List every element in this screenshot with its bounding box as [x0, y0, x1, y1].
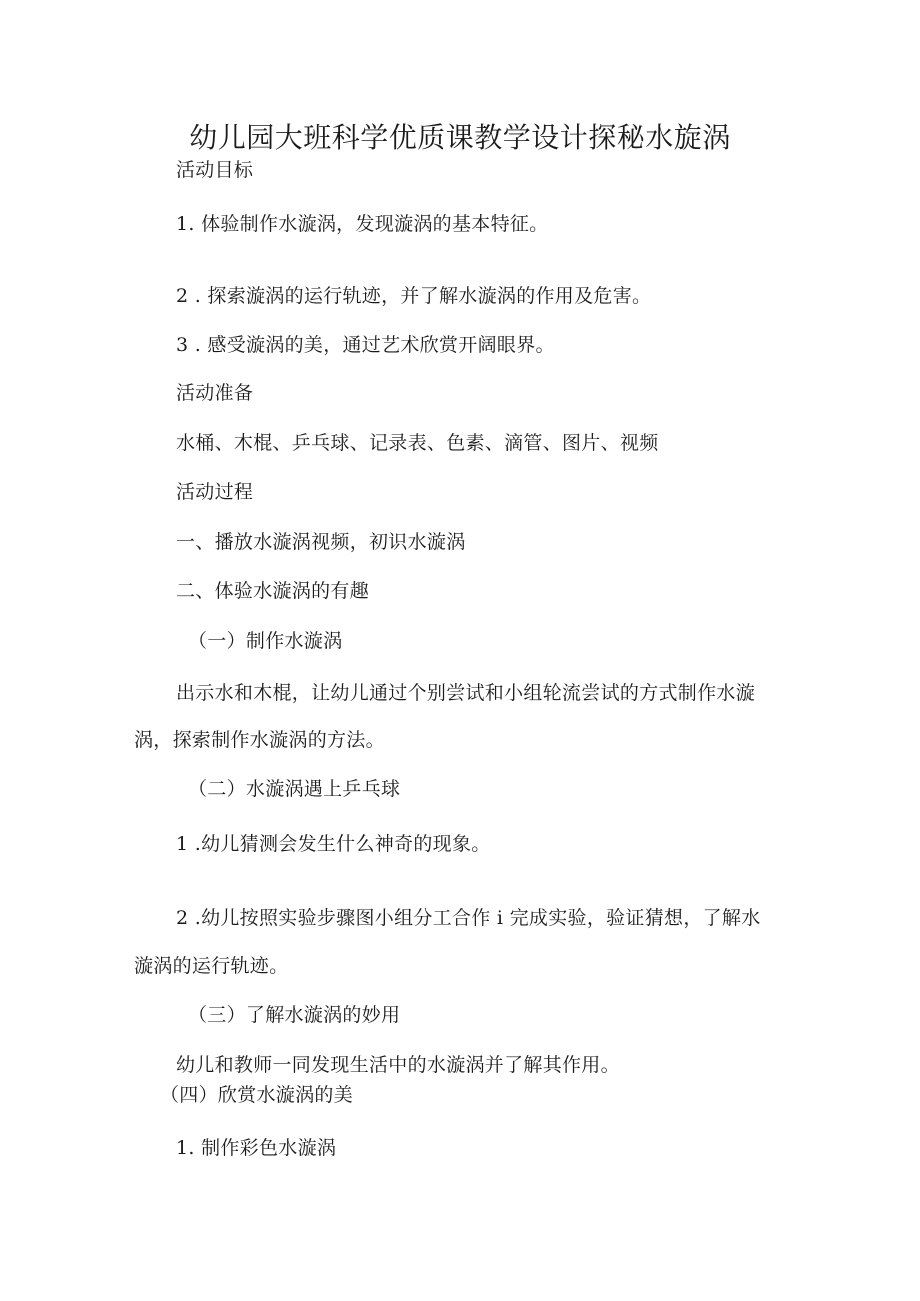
- subsection-heading-4: （四）欣赏水漩涡的美: [160, 1084, 354, 1106]
- subsection-heading-2: （二）水漩涡遇上乒乓球: [188, 778, 401, 800]
- paragraph-line: 2 .幼儿按照实验步骤图小组分工合作 i 完成实验，验证猜想，了解水: [176, 907, 761, 929]
- subsection-heading-1: （一）制作水漩涡: [188, 630, 343, 652]
- paragraph-line: 出示水和木棍，让幼儿通过个别尝试和小组轮流尝试的方式制作水漩: [176, 682, 756, 704]
- paragraph-line: 1. 制作彩色水漩涡: [176, 1137, 337, 1159]
- paragraph-line: 1 .幼儿猜测会发生什么神奇的现象。: [176, 833, 491, 855]
- paragraph-line: 幼儿和教师一同发现生活中的水漩涡并了解其作用。: [176, 1054, 620, 1076]
- prep-materials: 水桶、木棍、乒乓球、记录表、色素、滴管、图片、视频: [176, 432, 659, 454]
- section-heading-process: 活动过程: [176, 481, 254, 503]
- process-step-1: 一、播放水漩涡视频，初识水漩涡: [176, 531, 466, 553]
- process-step-2: 二、体验水漩涡的有趣: [176, 580, 370, 602]
- paragraph-line: 涡，探索制作水漩涡的方法。: [134, 729, 385, 751]
- section-heading-prep: 活动准备: [176, 382, 254, 404]
- document-title: 幼儿园大班科学优质课教学设计探秘水旋涡: [189, 121, 731, 154]
- goal-item-1: 1. 体验制作水漩涡，发现漩涡的基本特征。: [176, 213, 549, 235]
- goal-item-3: 3 . 感受漩涡的美，通过艺术欣赏开阔眼界。: [176, 334, 555, 356]
- section-heading-goals: 活动目标: [176, 159, 254, 181]
- subsection-heading-3: （三）了解水漩涡的妙用: [188, 1004, 401, 1026]
- paragraph-line: 漩涡的运行轨迹。: [134, 955, 289, 977]
- goal-item-2: 2 . 探索漩涡的运行轨迹，并了解水漩涡的作用及危害。: [176, 285, 652, 307]
